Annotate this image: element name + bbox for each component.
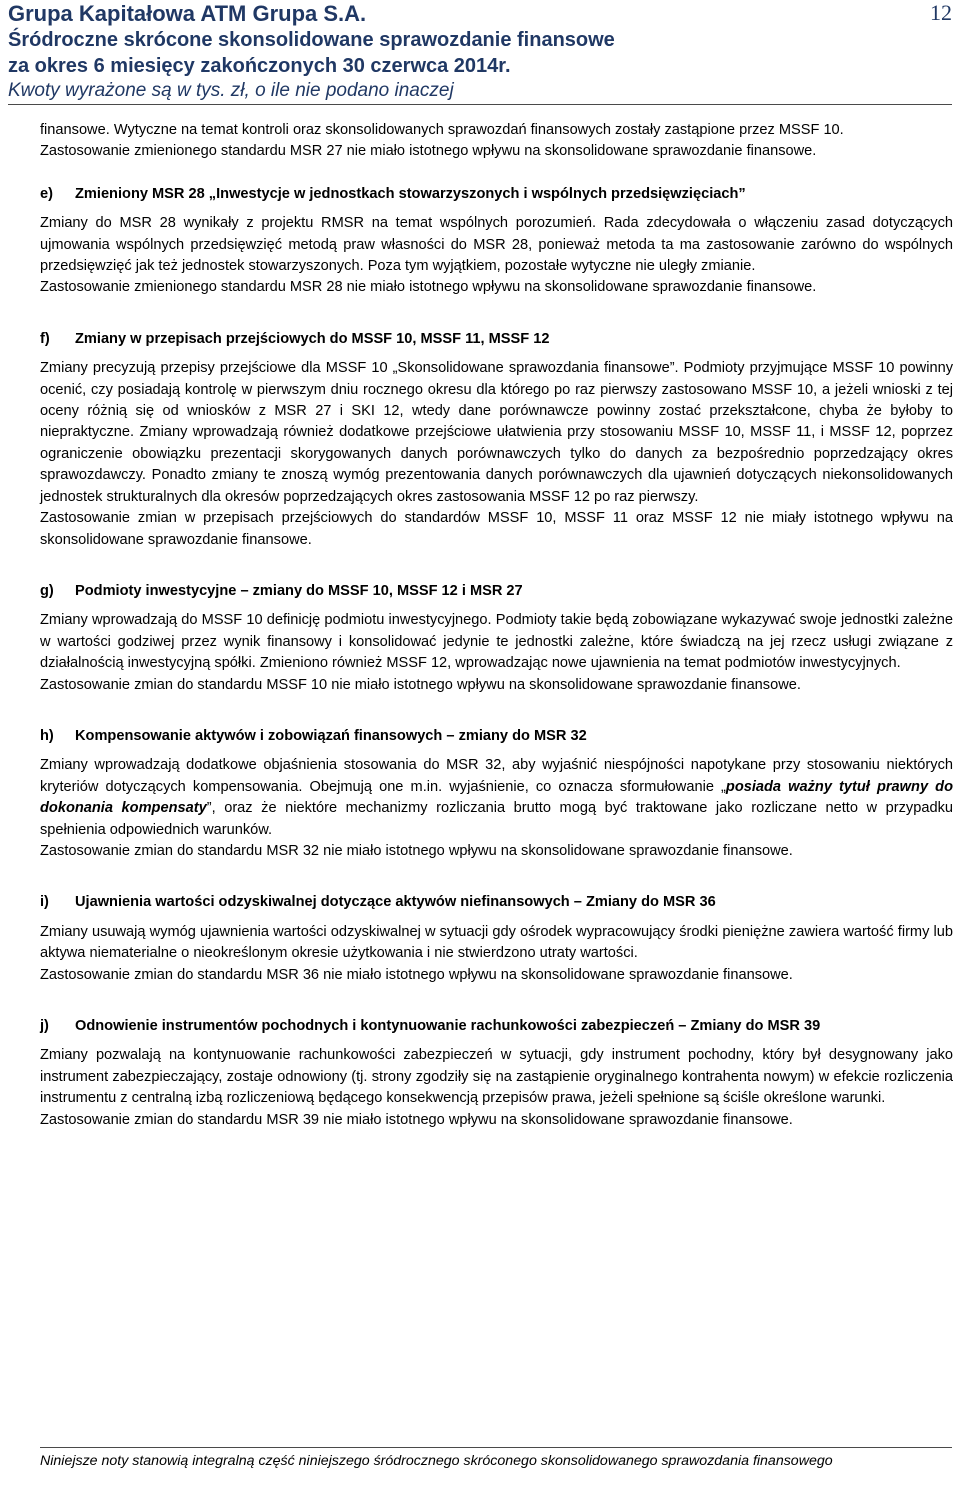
section-label: g) bbox=[40, 582, 54, 599]
section-label: j) bbox=[40, 1018, 49, 1034]
section-paragraph: Zmiany usuwają wymóg ujawnienia wartości odzyskiwalnej w sytuacji gdy ośrodek wypracowujący środki pieniężne zawiera wartość firmy lub aktywa niematerialne o nieokreślonym okresie użytkowania i nie stwierdzono utraty wartości. bbox=[40, 923, 953, 962]
section-title: Zmiany w przepisach przejściowych do MSSF 10, MSSF 11, MSSF 12 bbox=[75, 330, 550, 347]
section-conclusion: Zastosowanie zmian do standardu MSSF 10 nie miało istotnego wpływu na skonsolidowane sprawozdanie finansowe. bbox=[40, 676, 801, 693]
reporting-period: za okres 6 miesięcy zakończonych 30 czerwca 2014r. bbox=[8, 55, 511, 77]
section-title: Kompensowanie aktywów i zobowiązań finansowych – zmiany do MSR 32 bbox=[75, 727, 587, 744]
section-paragraph: Zmiany pozwalają na kontynuowanie rachunkowości zabezpieczeń w sytuacji, gdy instrument pochodny, który był desygnowany jako instrument zabezpieczający, zostaje odnowiony (tj. strony zgodziły się na zastąpienie oryginalnego kontrahenta nowym) w efekcie rozliczenia instrumentu z centralną izbą rozliczeniową będącego konsekwencją przepisów prawa, jeżeli spełnione są ściśle określone warunki. bbox=[40, 1047, 953, 1107]
document-title: Śródroczne skrócone skonsolidowane sprawozdanie finansowe bbox=[8, 29, 615, 51]
section-title: Podmioty inwestycyjne – zmiany do MSSF 10, MSSF 12 i MSR 27 bbox=[75, 582, 523, 599]
section-paragraph: Zmiany precyzują przepisy przejściowe dla MSSF 10 „Skonsolidowane sprawozdania finansowe”. Podmioty przyjmujące MSSF 10 powinny ocenić, czy posiadają kontrolę w pierwszym dniu rocznego okresu dla którego po raz pierwszy zastosowano MSSF 10, a jeżeli wnioski z tej oceny różnią się od wniosków z MSR 27 i SKI 12, wtedy dane porównawcze powinny zostać przekształcone, chyba że byłoby to niepraktyczne. Zmiany wprowadzają również dodatkowe przejściowe ułatwienia przy stosowaniu MSSF 10, MSSF 11, i MSSF 12, poprzez ograniczenie obowiązku prezentacji skorygowanych danych porównawczych tylko do danych za bezpośrednio poprzedzający okres sprawozdawczy. Ponadto zmiany te znoszą wymóg prezentowania danych porównawczych dla ujawnień dotyczących niekonsolidowanych jednostek strukturalnych dla okresów poprzedzających okres zastosowania MSSF 12 po raz pierwszy. bbox=[40, 360, 953, 505]
section-conclusion: Zastosowanie zmienionego standardu MSR 28 nie miało istotnego wpływu na skonsolidowane sprawozdanie finansowe. bbox=[40, 279, 817, 296]
section-paragraph: Zmiany do MSR 28 wynikały z projektu RMSR na temat wspólnych porozumień. Rada zdecydowała o włączeniu zasad dotyczących ujmowania wspólnych przedsięwzięć metodą praw własności do MSR 28, ponieważ metoda ta ma zastosowanie zarówno do wspólnych przedsięwzięć jak też jednostek stowarzyszonych. Poza tym wyjątkiem, pozostałe wytyczne nie uległy zmianie. bbox=[40, 215, 953, 275]
footer-divider bbox=[40, 1447, 952, 1448]
page-header bbox=[8, 0, 952, 104]
section-label: f) bbox=[40, 330, 50, 347]
section-label: h) bbox=[40, 727, 54, 744]
section-label: e) bbox=[40, 185, 53, 202]
company-name: Grupa Kapitałowa ATM Grupa S.A. bbox=[8, 1, 367, 26]
currency-note: Kwoty wyrażone są w tys. zł, o ile nie podano inaczej bbox=[8, 80, 454, 101]
section-title: Ujawnienia wartości odzyskiwalnej dotyczące aktywów niefinansowych – Zmiany do MSR 36 bbox=[75, 894, 716, 911]
section-conclusion: Zastosowanie zmian do standardu MSR 32 nie miało istotnego wpływu na skonsolidowane sprawozdanie finansowe. bbox=[40, 842, 793, 859]
paragraph-text: ”, oraz że niektóre mechanizmy rozliczania brutto mogą być traktowane jako rozliczane netto w przypadku spełnienia odpowiednich warunków. bbox=[40, 800, 953, 838]
intro-paragraph: finansowe. Wytyczne na temat kontroli oraz skonsolidowanych sprawozdań finansowych zostały zastąpione przez MSSF 10. bbox=[40, 122, 844, 138]
intro-conclusion: Zastosowanie zmienionego standardu MSR 27 nie miało istotnego wpływu na skonsolidowane sprawozdanie finansowe. bbox=[40, 143, 817, 160]
page-content bbox=[40, 120, 953, 1131]
section-paragraph: Zmiany wprowadzają do MSSF 10 definicję podmiotu inwestycyjnego. Podmioty takie będą zobowiązane wykazywać swoje jednostki zależne w wartości godziwej przez wynik finansowy i konsolidować jedynie te jednostki zależne, które świadczą na jej rzecz usługi związane z działalnością inwestycyjną spółki. Zmieniono również MSSF 12, wprowadzając nowe ujawnienia na temat podmiotów inwestycyjnych. bbox=[40, 612, 953, 672]
page-number: 12 bbox=[930, 0, 952, 25]
section-conclusion: Zastosowanie zmian do standardu MSR 39 nie miało istotnego wpływu na skonsolidowane sprawozdanie finansowe. bbox=[40, 1111, 793, 1128]
emphasized-phrase: posiada ważny tytuł prawny do dokonania kompensaty bbox=[40, 778, 953, 817]
section-heading-j bbox=[40, 1016, 953, 1037]
header-divider bbox=[8, 104, 952, 105]
section-heading-g bbox=[40, 581, 953, 602]
section-conclusion: Zastosowanie zmian do standardu MSR 36 nie miało istotnego wpływu na skonsolidowane sprawozdanie finansowe. bbox=[40, 966, 793, 983]
section-heading-h bbox=[40, 726, 953, 747]
page-footer: Niniejsze noty stanowią integralną część niniejszego śródrocznego skróconego skonsolidowanego sprawozdania finansowego bbox=[40, 1453, 833, 1469]
section-heading-e bbox=[40, 184, 953, 205]
section-title: Zmieniony MSR 28 „Inwestycje w jednostkach stowarzyszonych i wspólnych przedsięwzięciach” bbox=[75, 185, 746, 202]
section-label: i) bbox=[40, 894, 49, 911]
section-heading-i bbox=[40, 892, 953, 913]
section-paragraph bbox=[40, 755, 953, 841]
paragraph-text: Zmiany wprowadzają dodatkowe objaśnienia stosowania do MSR 32, aby wyjaśnić niespójności napotykane przy stosowaniu niektórych kryteriów dotyczących kompensowania. Obejmują one m.in. wyjaśnienie, co oznacza sformułowanie „ bbox=[40, 757, 953, 795]
section-conclusion: Zastosowanie zmian w przepisach przejściowych do standardów MSSF 10, MSSF 11 oraz MSSF 12 nie miały istotnego wpływu na skonsolidowane sprawozdanie finansowe. bbox=[40, 510, 953, 548]
section-title: Odnowienie instrumentów pochodnych i kontynuowanie rachunkowości zabezpieczeń – Zmiany do MSR 39 bbox=[75, 1018, 821, 1034]
section-heading-f bbox=[40, 329, 953, 350]
